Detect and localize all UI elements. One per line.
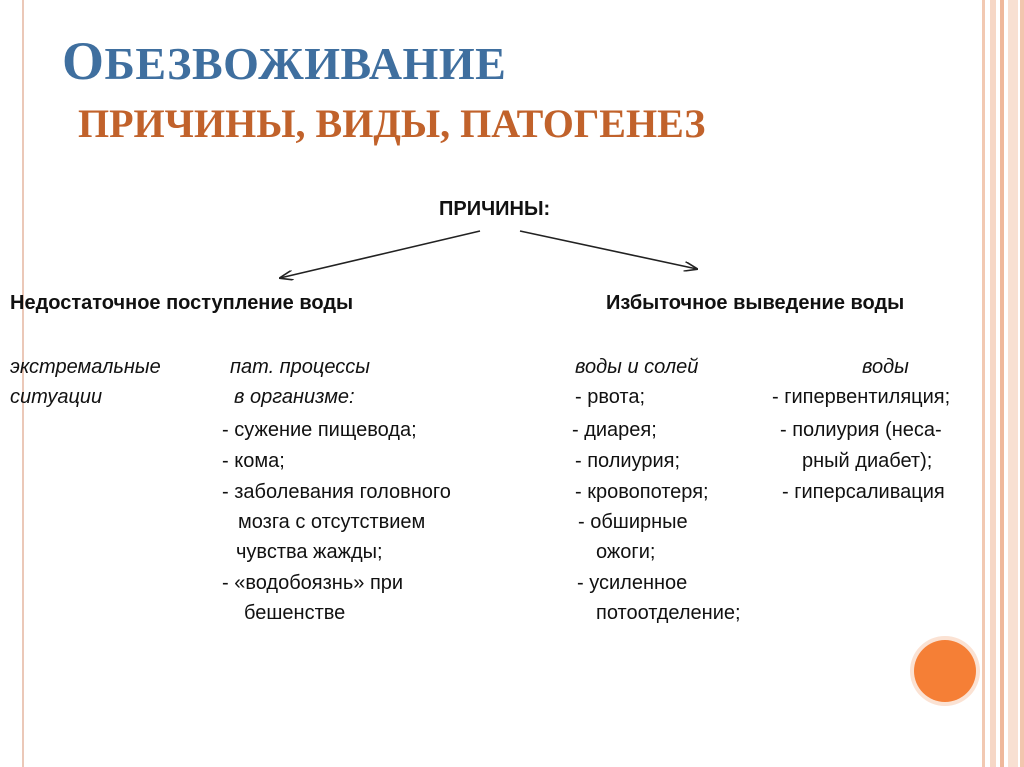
slide-subtitle: ПРИЧИНЫ, ВИДЫ, ПАТОГЕНЕЗ bbox=[78, 101, 706, 146]
list-item: чувства жажды; bbox=[236, 541, 383, 563]
list-item: - гиперсаливация bbox=[782, 481, 945, 503]
right-decorative-stripes bbox=[982, 0, 1024, 767]
stripe bbox=[1020, 0, 1024, 767]
list-item: - усиленное bbox=[577, 572, 688, 594]
stripe bbox=[1008, 0, 1018, 767]
list-item: - заболевания головного bbox=[222, 481, 451, 503]
label-extreme-line2: ситуации bbox=[10, 386, 103, 408]
list-item: рный диабет); bbox=[802, 450, 933, 472]
arrow-right bbox=[520, 231, 697, 269]
stripe bbox=[990, 0, 996, 767]
left-border-line bbox=[22, 0, 24, 767]
list-item: - диарея; bbox=[572, 419, 657, 441]
label-pathological-line1: пат. процессы bbox=[230, 356, 370, 378]
list-item: - кровопотеря; bbox=[575, 481, 709, 503]
title-rest: БЕЗВОЖИВАНИЕ bbox=[104, 38, 507, 89]
stripe bbox=[1000, 0, 1004, 767]
list-item: - гипервентиляция; bbox=[772, 386, 951, 408]
list-item: мозга с отсутствием bbox=[238, 511, 426, 533]
label-pathological-line2: в организме: bbox=[234, 386, 355, 408]
label-water-and-salts: воды и солей bbox=[575, 356, 699, 378]
label-water: воды bbox=[862, 356, 909, 378]
title-first-letter: О bbox=[62, 31, 105, 91]
list-item: - кома; bbox=[222, 450, 285, 472]
list-item: - сужение пищевода; bbox=[222, 419, 417, 441]
slide-title bbox=[62, 31, 507, 91]
list-item: бешенстве bbox=[244, 602, 346, 624]
list-item: - рвота; bbox=[575, 386, 646, 408]
causes-heading: ПРИЧИНЫ: bbox=[439, 198, 551, 220]
list-item: - «водобоязнь» при bbox=[222, 572, 404, 594]
decorative-orange-circle bbox=[914, 640, 976, 702]
arrow-left bbox=[280, 231, 480, 278]
list-item: потоотделение; bbox=[596, 602, 741, 624]
list-item: - полиурия; bbox=[575, 450, 681, 472]
branch-heading-excessive-loss: Избыточное выведение воды bbox=[606, 292, 905, 314]
list-item: - полиурия (неса- bbox=[780, 419, 942, 441]
list-item: - обширные bbox=[578, 511, 688, 533]
branch-heading-insufficient-intake: Недостаточное поступление воды bbox=[10, 292, 354, 314]
label-extreme-line1: экстремальные bbox=[10, 356, 161, 378]
stripe bbox=[982, 0, 985, 767]
list-item: ожоги; bbox=[596, 541, 656, 563]
